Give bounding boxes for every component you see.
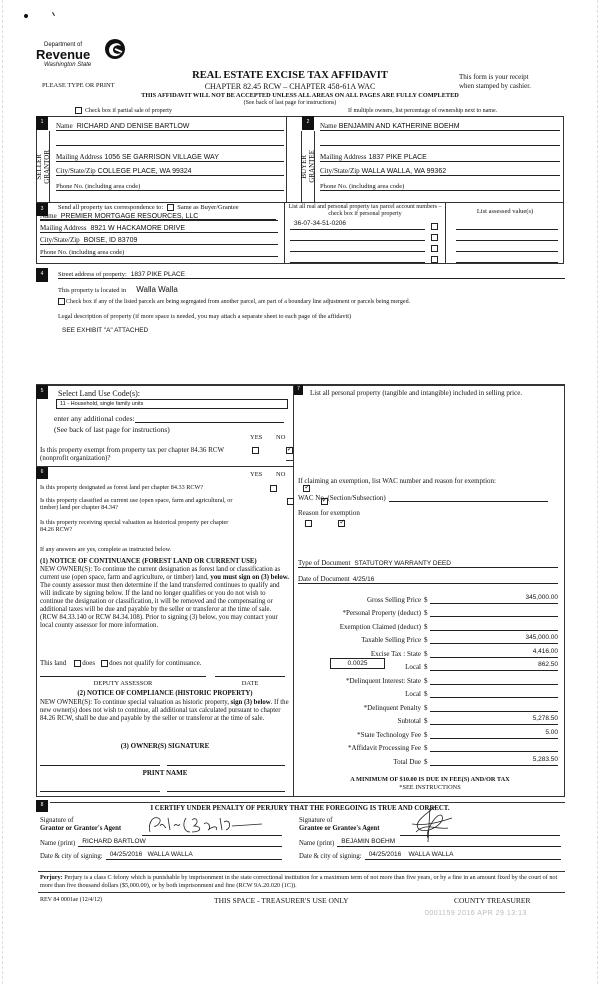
scan-mark	[52, 12, 55, 16]
buyer-mailing-row	[320, 151, 560, 162]
buyer-name-label: Name	[320, 122, 337, 130]
print-name-line-1[interactable]	[40, 791, 160, 792]
grantor-name-field[interactable]: RICHARD BARTLOW	[78, 838, 282, 847]
seller-side-label	[36, 131, 50, 202]
does-not-label: does not qualify for continuance.	[109, 659, 202, 667]
buyer-mailing-label: Mailing Address	[320, 153, 367, 161]
parcel-number-field[interactable]: 36-07-34-51-0206	[290, 220, 425, 230]
delinquent-penalty-field[interactable]	[430, 702, 558, 712]
seller-city-label: City/State/Zip	[56, 167, 96, 175]
section-divider	[36, 202, 564, 203]
amount-row	[298, 617, 560, 631]
amount-row	[298, 712, 560, 726]
amount-row	[298, 658, 560, 672]
yes-header: YES	[250, 471, 263, 478]
doc-type-field[interactable]: STATUTORY WARRANTY DEED	[354, 560, 451, 567]
doc-date-field[interactable]: 4/25/16	[352, 576, 375, 583]
correspondence-phone-line	[40, 246, 278, 257]
correspondence-mailing-line	[40, 222, 278, 233]
owner-signature-line-2[interactable]	[167, 765, 285, 766]
footer-top-line	[38, 871, 565, 872]
deputy-assessor-label: DEPUTY ASSESSOR	[93, 680, 153, 687]
current-use-yes-checkbox[interactable]	[287, 498, 294, 505]
form-title: REAL ESTATE EXCISE TAX AFFIDAVIT	[192, 70, 388, 81]
dor-logo	[36, 38, 126, 72]
amount-row	[298, 725, 560, 739]
section-6-number: 6	[36, 467, 48, 479]
correspondence-name-line	[40, 210, 278, 221]
wac-label: WAC No. (Section/Subsection)	[298, 494, 386, 502]
exempt-yes-checkbox[interactable]	[252, 447, 259, 454]
amount-row	[298, 752, 560, 766]
section-5-number: 5	[36, 385, 48, 399]
print-name-label: PRINT NAME	[142, 769, 188, 777]
land-use-label: Select Land Use Code(s):	[58, 389, 140, 398]
partial-sale-label: Check box if partial sale of property	[85, 107, 172, 114]
perjury-notice: Perjury: Perjury is a class C felony which is punishable by imprisonment in the state correctional institution for a maximum term of not more than five years, or by a fine in an amount fixed by the court of not more than five thousand dollars ($5,000.00), or by both imprisonment and fine (RCW 9A.20.020 (1C)).	[40, 874, 558, 889]
parcel-number-field[interactable]	[290, 231, 425, 241]
county-treasurer-label: COUNTY TREASURER	[454, 896, 531, 905]
amount-row	[298, 644, 560, 658]
correspondence-city-label: City/State/Zip	[40, 236, 80, 244]
doc-type-row	[298, 557, 558, 568]
amount-label: *Delinquent Interest: State	[345, 676, 421, 685]
section-divider	[293, 384, 294, 797]
please-type: PLEASE TYPE OR PRINT	[42, 82, 115, 89]
grantee-signature-field[interactable]	[400, 826, 560, 836]
correspondence-name-label: Name	[40, 212, 57, 220]
state-technology-fee-field[interactable]: 5.00	[430, 729, 558, 739]
reason-label: Reason for exemption	[298, 509, 360, 517]
acceptance-warning: THIS AFFIDAVIT WILL NOT BE ACCEPTED UNLESS ALL AREAS ON ALL PAGES ARE FULLY COMPLETED	[141, 92, 459, 99]
legal-description-field[interactable]: SEE EXHIBIT "A" ATTACHED	[62, 327, 149, 334]
segregated-row	[58, 298, 410, 305]
parcel-number-field[interactable]	[290, 253, 425, 263]
amount-row	[298, 685, 560, 699]
assessed-value-field[interactable]	[456, 220, 558, 230]
no-header: NO	[276, 471, 286, 478]
personal-property-checkbox[interactable]	[431, 234, 438, 241]
gross-selling-price-field[interactable]: 345,000.00	[430, 594, 558, 604]
grantor-signature-label: Signature of Grantor or Grantor's Agent	[40, 817, 122, 832]
forest-question: Is this property designated as forest land per chapter 84.33 RCW?	[40, 484, 204, 491]
buyer-city-field[interactable]: WALLA WALLA, WA 99362	[361, 168, 447, 175]
additional-codes-field[interactable]	[135, 414, 284, 423]
personal-property-deduct-field[interactable]	[430, 607, 558, 617]
buyer-side-label	[301, 131, 315, 202]
parcel-row	[290, 252, 562, 263]
affidavit-processing-fee-field[interactable]	[430, 742, 558, 752]
buyer-phone-label: Phone No. (including area code)	[320, 183, 405, 190]
located-in-value[interactable]: Walla Walla	[136, 285, 178, 294]
currency-symbol: $	[424, 676, 428, 685]
total-due-field[interactable]: 5,283.50	[430, 756, 558, 766]
section-8-top-line	[50, 802, 565, 803]
amount-row	[298, 698, 560, 712]
amount-row	[298, 604, 560, 618]
currency-symbol: $	[424, 663, 428, 671]
seller-name-field[interactable]: RICHARD AND DENISE BARTLOW	[76, 123, 190, 130]
logo-line1: Department of	[44, 42, 83, 48]
amount-label: *Delinquent Penalty	[363, 703, 421, 712]
this-land-label: This land	[40, 659, 67, 667]
see-back-note: (See back of last page for instructions)	[54, 425, 170, 434]
assessed-value-field[interactable]	[456, 231, 558, 241]
grantor-date-label: Date & city of signing:	[40, 853, 103, 860]
section-8-number: 8	[36, 800, 48, 812]
grantor-date-field[interactable]: 04/25/2016 WALLA WALLA	[106, 851, 282, 860]
scan-mark	[23, 13, 28, 18]
buyer-name-row	[320, 120, 560, 131]
owner-signature-title: (3) OWNER(S) SIGNATURE	[120, 742, 210, 750]
currency-symbol: $	[424, 622, 428, 631]
exempt-question: Is this property exempt from property tax per chapter 84.36 RCW (nonprofit organization)?	[40, 446, 224, 462]
form-subtitle: CHAPTER 82.45 RCW – CHAPTER 458-61A WAC	[204, 82, 376, 91]
local-rate-field[interactable]: 0.0025	[330, 658, 385, 669]
wac-field[interactable]	[389, 493, 548, 502]
buyer-phone-row	[320, 180, 560, 191]
receipt-note-2: when stamped by cashier.	[459, 82, 531, 90]
notice-continuance-text: NEW OWNER(S): To continue the current designation as forest land or classification as current use (open space, farm and agriculture, or timber) land, you must sign on (3) below. The county assessor must then determine if the land transferred continues to qualify and will indicate by signing below. If the land no longer qualifies or you do not wish to continue the designation or classification, it will be removed and the compensating or additional taxes will be due and payable by the seller or transferor at the time of sale. (RCW 84.33.140 or RCW 84.34.108). Prior to signing (3) below, you may contact your local county assessor for more information.	[40, 566, 289, 629]
logo-line2: Revenue	[36, 47, 91, 62]
street-address-field[interactable]: 1837 PIKE PLACE	[130, 271, 185, 278]
correspondence-mailing-label: Mailing Address	[40, 224, 87, 232]
section-3-number: 3	[36, 203, 48, 216]
taxable-selling-price-field[interactable]: 345,000.00	[430, 634, 558, 644]
tax-amounts	[298, 590, 560, 766]
currency-symbol: $	[424, 649, 428, 658]
amount-label: Exemption Claimed (deduct)	[339, 622, 421, 631]
forest-no-checkbox[interactable]	[303, 485, 310, 492]
multiple-owners-note: If multiple owners, list percentage of ownership next to name.	[348, 108, 498, 114]
segregated-checkbox[interactable]	[58, 298, 65, 305]
if-yes-note: If any answers are yes, complete as instructed below.	[40, 546, 172, 553]
personal-property-checkbox[interactable]	[431, 256, 438, 263]
amount-row	[298, 631, 560, 645]
deputy-assessor-signature-line[interactable]	[40, 676, 206, 677]
correspondence-city-field[interactable]: BOISE, ID 83709	[83, 237, 138, 244]
print-name-line-2[interactable]	[167, 791, 285, 792]
amount-row	[298, 671, 560, 685]
currency-symbol: $	[424, 595, 428, 604]
currency-symbol: $	[424, 717, 428, 725]
receipt-stamp: 0001159 2016 APR 29 13:13	[425, 910, 527, 917]
treasurer-space-label: THIS SPACE - TREASURER'S USE ONLY	[214, 896, 349, 905]
section-divider	[284, 202, 285, 264]
section-divider	[36, 466, 294, 467]
grantee-date-row	[299, 849, 561, 860]
yes-header: YES	[250, 434, 263, 441]
parcel-list	[290, 219, 562, 263]
amount-row	[298, 739, 560, 753]
doc-date-row	[298, 573, 558, 584]
wac-row	[298, 492, 548, 502]
assessor-date-line[interactable]	[215, 676, 285, 677]
amount-label: *Personal Property (deduct)	[342, 609, 421, 617]
buyer-label: BUYER GRANTEE	[300, 150, 316, 183]
grantee-name-label: Name (print)	[299, 840, 335, 847]
parcel-row	[290, 219, 562, 230]
section-divider	[286, 116, 287, 202]
assessed-value-field[interactable]	[456, 242, 558, 252]
exempt-no-checkbox[interactable]	[286, 447, 293, 454]
seller-name-row	[56, 120, 284, 131]
seller-label: SELLER GRANTOR	[34, 149, 51, 184]
footer-bottom-line	[38, 892, 565, 893]
currency-symbol: $	[424, 744, 428, 752]
partial-sale	[75, 107, 172, 114]
legal-description-label: Legal description of property (if more space is needed, you may attach a separate sheet to each page of the affidavit)	[58, 313, 352, 320]
personal-property-checkbox[interactable]	[431, 245, 438, 252]
logo-line3: Washington State	[44, 62, 92, 68]
amount-label: Local	[405, 690, 421, 698]
grantee-date-label: Date & city of signing:	[299, 853, 362, 860]
exemption-claimed-field[interactable]	[430, 621, 558, 631]
seller-mailing-row	[56, 151, 284, 162]
located-in-label: This property is located in	[58, 287, 127, 294]
no-header: NO	[276, 434, 286, 441]
doc-date-label: Date of Document	[298, 575, 350, 583]
subtotal-field[interactable]: 5,278.50	[430, 715, 558, 725]
section-7-number: 7	[294, 385, 303, 395]
land-use-select[interactable]: 11 - Household, single family units	[56, 399, 288, 409]
does-label: does	[82, 659, 96, 667]
exemption-label: If claiming an exemption, list WAC number and reason for exemption:	[298, 477, 496, 485]
excise-tax-state-field[interactable]: 4,416.00	[430, 648, 558, 658]
buyer-city-label: City/State/Zip	[320, 167, 360, 175]
continuance-choice	[40, 659, 201, 667]
partial-sale-checkbox[interactable]	[75, 107, 82, 114]
personal-property-label: List all personal property (tangible and intangible) included in selling price.	[310, 389, 523, 397]
amount-row	[298, 590, 560, 604]
notice-continuance-title: (1) NOTICE OF CONTINUANCE (FOREST LAND OR CURRENT USE)	[40, 558, 257, 565]
currency-symbol: $	[424, 757, 428, 766]
amount-label: Excise Tax : State	[370, 649, 421, 658]
scan-edge-left	[2, 0, 3, 984]
section-4-number: 4	[36, 268, 48, 282]
parcel-row	[290, 230, 562, 241]
section-divider	[286, 460, 294, 461]
receipt-note-1: This form is your receipt	[459, 73, 529, 81]
date-label: DATE	[241, 680, 259, 687]
seller-city-row	[56, 165, 284, 176]
seller-city-field[interactable]: COLLEGE PLACE, WA 99324	[97, 168, 192, 175]
grantor-signature-scribble	[146, 814, 266, 836]
grantor-signature-field[interactable]	[142, 826, 282, 836]
current-use-question: Is this property classified as current use (open space, farm and agricultural, or timber) land per chapter 84.34?	[40, 497, 233, 511]
currency-symbol: $	[424, 609, 428, 617]
parcel-row	[290, 241, 562, 252]
amount-label: Subtotal	[397, 717, 421, 725]
street-address-label: Street address of property:	[58, 271, 127, 278]
amount-label: Gross Selling Price	[366, 595, 421, 604]
historical-yes-checkbox[interactable]	[305, 520, 312, 527]
send-correspondence-label: Send all property tax correspondence to:	[58, 204, 164, 211]
delinquent-interest-state-field[interactable]	[430, 675, 558, 685]
section-2-number: 2	[302, 116, 314, 130]
seller-phone-label: Phone No. (including area code)	[56, 183, 141, 190]
amount-label: *Affidavit Processing Fee	[348, 744, 421, 752]
additional-codes-row	[54, 412, 284, 423]
buyer-name2-field[interactable]	[320, 136, 560, 146]
delinquent-interest-local-field[interactable]	[430, 688, 558, 698]
grantee-name-row	[299, 836, 561, 847]
notice-compliance-text: NEW OWNER(S): To continue special valuation as historic property, sign (3) below. If the new owner(s) does not wish to continue, all additional tax calculated pursuant to chapter 84.26 RCW, shall be due and payable by the seller or transferor at the time of sale.	[40, 699, 289, 722]
located-in-row	[58, 285, 178, 294]
seller-name-label: Name	[56, 122, 73, 130]
excise-tax-local-field[interactable]: 862.50	[430, 661, 558, 671]
same-as-buyer-label: Same as Buyer/Grantee	[177, 204, 239, 211]
dor-swirl-logo-icon	[104, 38, 126, 60]
instructions-note: (See back of last page for instructions)	[243, 100, 337, 106]
section-1-number: 1	[36, 116, 48, 130]
grantee-date-field[interactable]: 04/25/2016 WALLA WALLA	[365, 851, 561, 860]
correspondence-mailing-field[interactable]: 8921 W HACKAMORE DRIVE	[90, 225, 186, 232]
correspondence-city-line	[40, 234, 278, 245]
amount-label: *State Technology Fee	[357, 730, 421, 739]
assessed-value-field[interactable]	[456, 253, 558, 263]
notice-compliance-title: (2) NOTICE OF COMPLIANCE (HISTORIC PROPERTY)	[77, 690, 253, 697]
historical-no-checkbox[interactable]	[338, 520, 345, 527]
amount-label: Total Due	[393, 757, 421, 766]
see-instructions-note: *SEE INSTRUCTIONS	[399, 784, 461, 791]
grantee-name-field[interactable]: BEJAMIN BOEHM	[337, 838, 561, 847]
seller-mailing-label: Mailing Address	[56, 153, 103, 161]
personal-property-checkbox[interactable]	[431, 223, 438, 230]
correspondence-phone-label: Phone No. (including area code)	[40, 249, 125, 256]
segregated-label: Check box if any of the listed parcels are being segregated from another parcel, are part of a boundary line adjustment or parcels being merged.	[66, 298, 411, 305]
correspondence-name-field[interactable]: PREMIER MORTGAGE RESOURCES, LLC	[60, 213, 199, 220]
buyer-name-field[interactable]: BENJAMIN AND KATHERINE BOEHM	[338, 123, 460, 130]
does-qualify-checkbox[interactable]	[74, 660, 81, 667]
does-not-qualify-checkbox[interactable]	[101, 660, 108, 667]
parcel-header: List all real and personal property tax parcel account numbers – check box if personal property	[288, 204, 442, 217]
amount-label: Taxable Selling Price	[361, 636, 421, 644]
doc-type-label: Type of Document	[298, 559, 351, 567]
certify-statement: I CERTIFY UNDER PENALTY OF PERJURY THAT THE FOREGOING IS TRUE AND CORRECT.	[150, 805, 450, 812]
additional-codes-label: enter any additional codes:	[54, 414, 135, 423]
grantor-name-label: Name (print)	[40, 840, 76, 847]
currency-symbol: $	[424, 703, 428, 712]
buyer-city-row	[320, 165, 560, 176]
currency-symbol: $	[424, 730, 428, 739]
grantor-name-row	[40, 836, 282, 847]
seller-mailing-field[interactable]: 1056 SE GARRISON VILLAGE WAY	[104, 154, 219, 161]
scan-edge-right	[597, 0, 598, 984]
amount-label: Local	[405, 663, 421, 671]
seller-phone-row	[56, 180, 284, 191]
currency-symbol: $	[424, 690, 428, 698]
revision-label: REV 84 0001ae (12/4/12)	[40, 897, 103, 903]
historical-question: Is this property receiving special valuation as historical property per chapter 84.26 RCW?	[40, 519, 229, 533]
owner-signature-line-1[interactable]	[40, 765, 160, 766]
parcel-number-field[interactable]	[290, 242, 425, 252]
grantee-signature-label: Signature of Grantee or Grantee's Agent	[299, 817, 380, 832]
minimum-due-note: A MINIMUM OF $10.00 IS DUE IN FEE(S) AND/OR TAX	[350, 776, 510, 783]
seller-name2-field[interactable]	[56, 136, 284, 146]
forest-yes-checkbox[interactable]	[270, 485, 277, 492]
currency-symbol: $	[424, 636, 428, 644]
grantor-date-row	[40, 849, 282, 860]
street-address-row	[58, 268, 565, 279]
assessed-header: List assessed value(s)	[476, 208, 534, 215]
buyer-mailing-field[interactable]: 1837 PIKE PLACE	[368, 154, 427, 161]
